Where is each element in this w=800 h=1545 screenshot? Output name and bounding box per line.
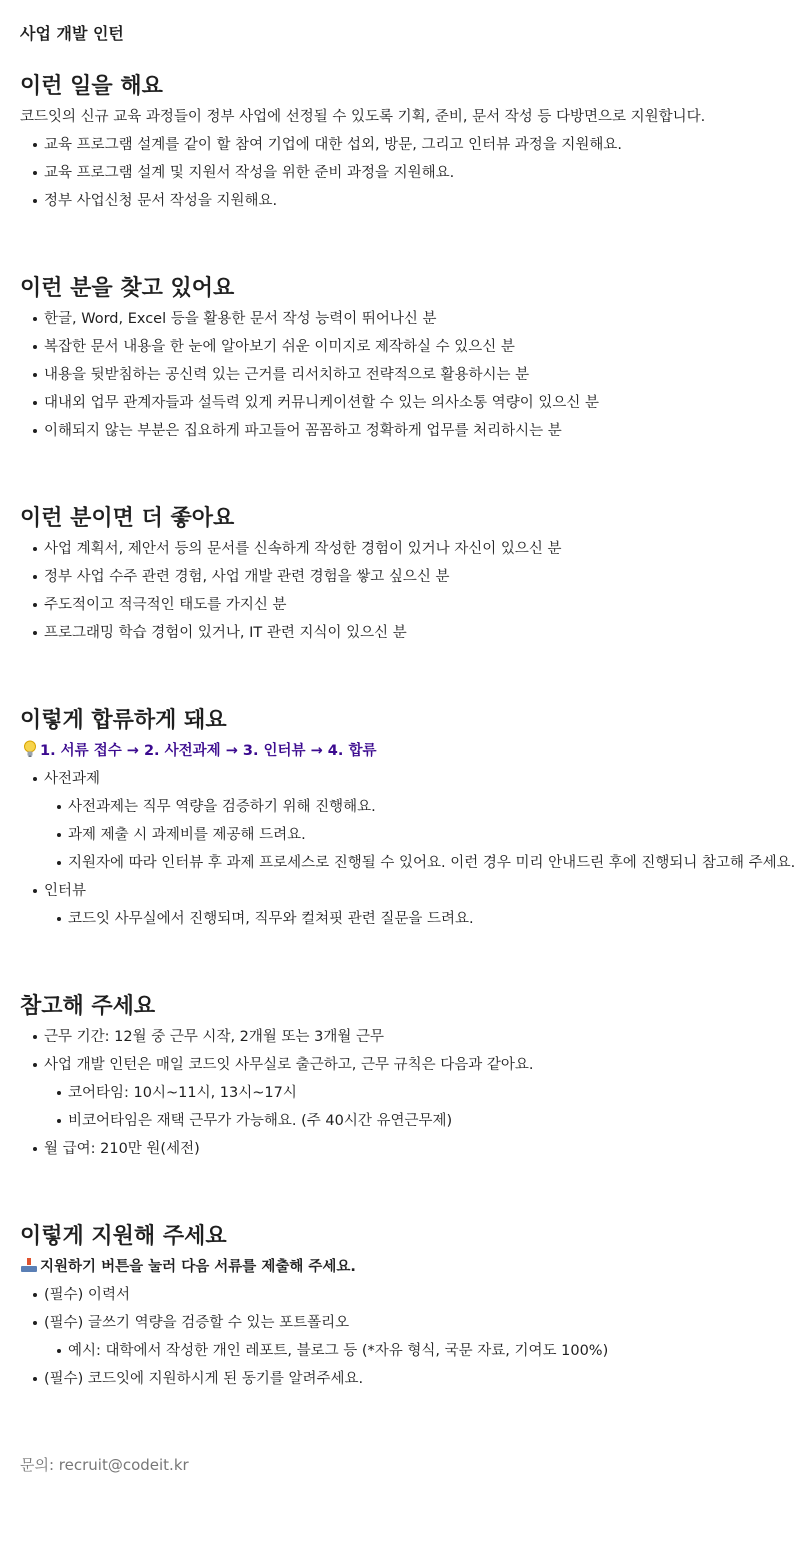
list-item: 정부 사업 수주 관련 경험, 사업 개발 관련 경험을 쌓고 싶으신 분 (20, 563, 780, 591)
list-item: 예시: 대학에서 작성한 개인 레포트, 블로그 등 (*자유 형식, 국문 자료, 기여도 100%) (20, 1337, 780, 1365)
list-item-interview: 인터뷰 (20, 877, 780, 905)
section-heading-preferred: 이런 분이면 더 좋아요 (20, 506, 235, 531)
apply-list (20, 1281, 780, 1393)
preferred-list (20, 535, 780, 647)
work-list (20, 131, 780, 215)
list-item: 주도적이고 적극적인 태도를 가지신 분 (20, 591, 780, 619)
apply-note-text: 지원하기 버튼을 눌러 다음 서류를 제출해 주세요. (40, 1259, 356, 1275)
list-item: 복잡한 문서 내용을 한 눈에 알아보기 쉬운 이미지로 제작하실 수 있으신 분 (20, 333, 780, 361)
section-process (20, 705, 796, 933)
notes-list (20, 1023, 780, 1163)
list-item: 이해되지 않는 부분은 집요하게 파고들어 꼼꼼하고 정확하게 업무를 처리하시는 분 (20, 417, 780, 445)
list-item: 내용을 뒷받침하는 공신력 있는 근거를 리서치하고 전략적으로 활용하시는 분 (20, 361, 780, 389)
list-item: 과제 제출 시 과제비를 제공해 드려요. (20, 821, 780, 849)
list-item: 사전과제는 직무 역량을 검증하기 위해 진행해요. (20, 793, 780, 821)
list-item: 한글, Word, Excel 등을 활용한 문서 작성 능력이 뛰어나신 분 (20, 305, 780, 333)
work-intro: 코드잇의 신규 교육 과정들이 정부 사업에 선정될 수 있도록 기획, 준비, 문서 작성 등 다방면으로 지원합니다. (20, 109, 706, 125)
apply-note (20, 1253, 780, 1281)
process-steps (20, 737, 780, 765)
section-preferred (20, 503, 780, 647)
list-item: 교육 프로그램 설계를 같이 할 참여 기업에 대한 섭외, 방문, 그리고 인터뷰 과정을 지원해요. (20, 131, 780, 159)
process-list (20, 765, 796, 933)
list-item: 지원자에 따라 인터뷰 후 과제 프로세스로 진행될 수 있어요. 이런 경우 미리 안내드린 후에 진행되니 참고해 주세요. (20, 849, 780, 877)
section-notes (20, 991, 780, 1163)
section-heading-seeking: 이런 분을 찾고 있어요 (20, 276, 235, 301)
section-heading-notes: 참고해 주세요 (20, 994, 156, 1019)
list-item-assignment: 사전과제 (20, 765, 780, 793)
list-item: 사업 개발 인턴은 매일 코드잇 사무실로 출근하고, 근무 규칙은 다음과 같아요. (20, 1051, 780, 1079)
section-seeking (20, 273, 780, 445)
process-steps-text: 1. 서류 접수 → 2. 사전과제 → 3. 인터뷰 → 4. 합류 (40, 743, 377, 759)
list-item: 프로그래밍 학습 경험이 있거나, IT 관련 지식이 있으신 분 (20, 619, 780, 647)
section-heading-process: 이렇게 합류하게 돼요 (20, 708, 227, 733)
list-item: 정부 사업신청 문서 작성을 지원해요. (20, 187, 780, 215)
list-item: 코드잇 사무실에서 진행되며, 직무와 컬쳐핏 관련 질문을 드려요. (20, 905, 780, 933)
list-item: 대내외 업무 관계자들과 설득력 있게 커뮤니케이션할 수 있는 의사소통 역량이 있으신 분 (20, 389, 780, 417)
section-heading-apply: 이렇게 지원해 주세요 (20, 1224, 227, 1249)
contact-info: 문의: recruit@codeit.kr (20, 1456, 189, 1474)
list-item: 월 급여: 210만 원(세전) (20, 1135, 780, 1163)
section-work (20, 71, 780, 215)
list-item: 교육 프로그램 설계 및 지원서 작성을 위한 준비 과정을 지원해요. (20, 159, 780, 187)
job-title: 사업 개발 인턴 (20, 24, 124, 43)
lightbulb-icon (20, 737, 40, 765)
list-item: (필수) 이력서 (20, 1281, 780, 1309)
list-item: (필수) 코드잇에 지원하시게 된 동기를 알려주세요. (20, 1365, 780, 1393)
list-item: (필수) 글쓰기 역량을 검증할 수 있는 포트폴리오 (20, 1309, 780, 1337)
list-item: 코어타임: 10시~11시, 13시~17시 (20, 1079, 780, 1107)
list-item: 근무 기간: 12월 중 근무 시작, 2개월 또는 3개월 근무 (20, 1023, 780, 1051)
inbox-tray-icon (20, 1258, 38, 1272)
section-heading-work: 이런 일을 해요 (20, 74, 163, 99)
section-apply (20, 1221, 780, 1393)
list-item: 사업 계획서, 제안서 등의 문서를 신속하게 작성한 경험이 있거나 자신이 있으신 분 (20, 535, 780, 563)
list-item: 비코어타임은 재택 근무가 가능해요. (주 40시간 유연근무제) (20, 1107, 780, 1135)
seeking-list (20, 305, 780, 445)
